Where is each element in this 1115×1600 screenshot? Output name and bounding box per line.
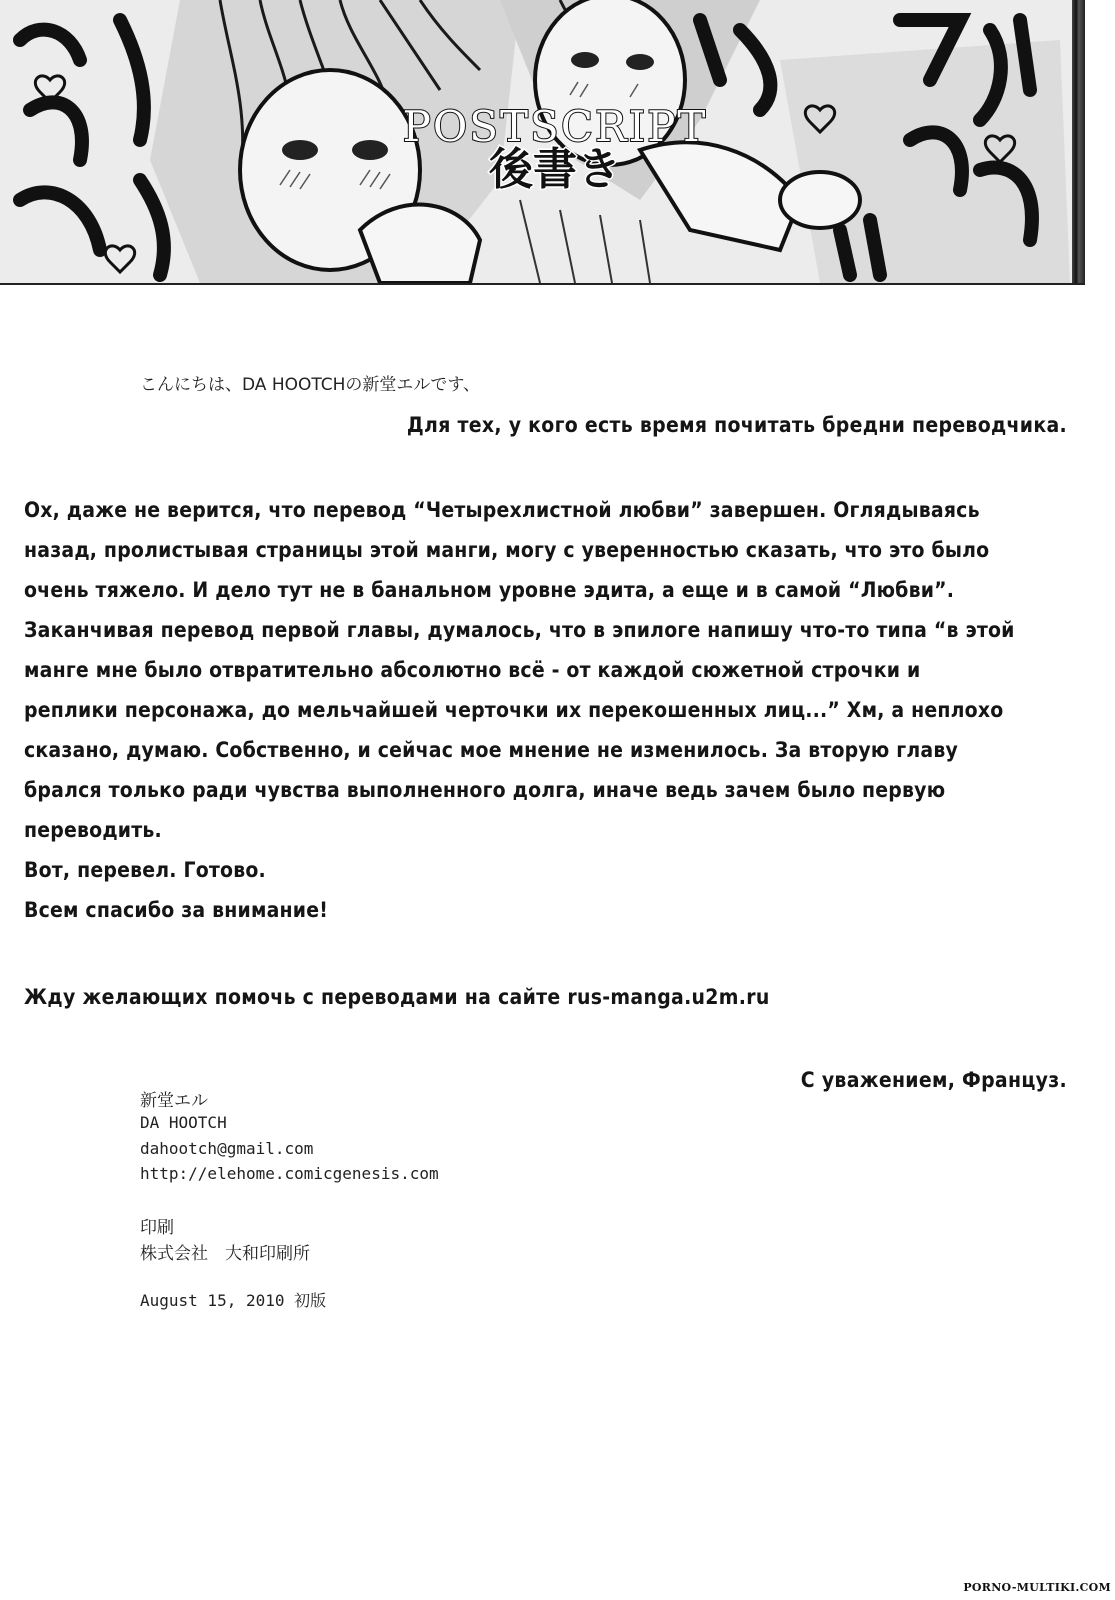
note-line: Заканчивая перевод первой главы, думалось, что в эпилоге напишу что-то типа “в этой [24, 618, 1015, 642]
colophon-email: dahootch@gmail.com [140, 1139, 314, 1158]
note-line: реплики персонажа, до мельчайшей черточки их перекошенных лиц...” Хм, а неплохо [24, 698, 1004, 722]
colophon-author: 新堂エル [140, 1091, 208, 1111]
page-title: POSTSCRIPT [402, 102, 708, 151]
colophon-website: http://elehome.comicgenesis.com [140, 1164, 439, 1183]
colophon-printer: 株式会社 大和印刷所 [140, 1244, 310, 1264]
translator-signature: С уважением, Француз. [800, 1068, 1067, 1092]
translator-note [24, 490, 1074, 930]
translator-intro: Для тех, у кого есть время почитать бредни переводчика. [406, 413, 1067, 437]
note-line: брался только ради чувства выполненного долга, иначе ведь зачем было первую [24, 778, 946, 802]
note-line: назад, пролистывая страницы этой манги, могу с уверенностью сказать, что это было [24, 538, 990, 562]
translator-call-to-action: Жду желающих помочь с переводами на сайте rus-manga.u2m.ru [24, 985, 770, 1009]
colophon-date: August 15, 2010 初版 [140, 1291, 327, 1310]
note-line: манге мне было отвратительно абсолютно всё - от каждой сюжетной строчки и [24, 658, 921, 682]
colophon-circle: DA HOOTCH [140, 1113, 227, 1132]
author-greeting: こんにちは、DA HOOTCHの新堂エルです、 [140, 375, 481, 395]
note-line: Вот, перевел. Готово. [24, 858, 266, 882]
note-line: очень тяжело. И дело тут не в банальном уровне эдита, а еще и в самой “Любви”. [24, 578, 955, 602]
note-line: Всем спасибо за внимание! [24, 898, 329, 922]
note-line: переводить. [24, 818, 162, 842]
page-subtitle: 後書き [489, 144, 621, 195]
note-line: Ох, даже не верится, что перевод “Четырехлистной любви” завершен. Оглядываясь [24, 498, 980, 522]
note-line: сказано, думаю. Собственно, и сейчас мое мнение не изменилось. За вторую главу [24, 738, 958, 762]
site-watermark: PORNO-MULTIKI.COM [963, 1581, 1111, 1594]
colophon-printing-label: 印刷 [140, 1218, 174, 1238]
header-artwork [0, 0, 1085, 285]
